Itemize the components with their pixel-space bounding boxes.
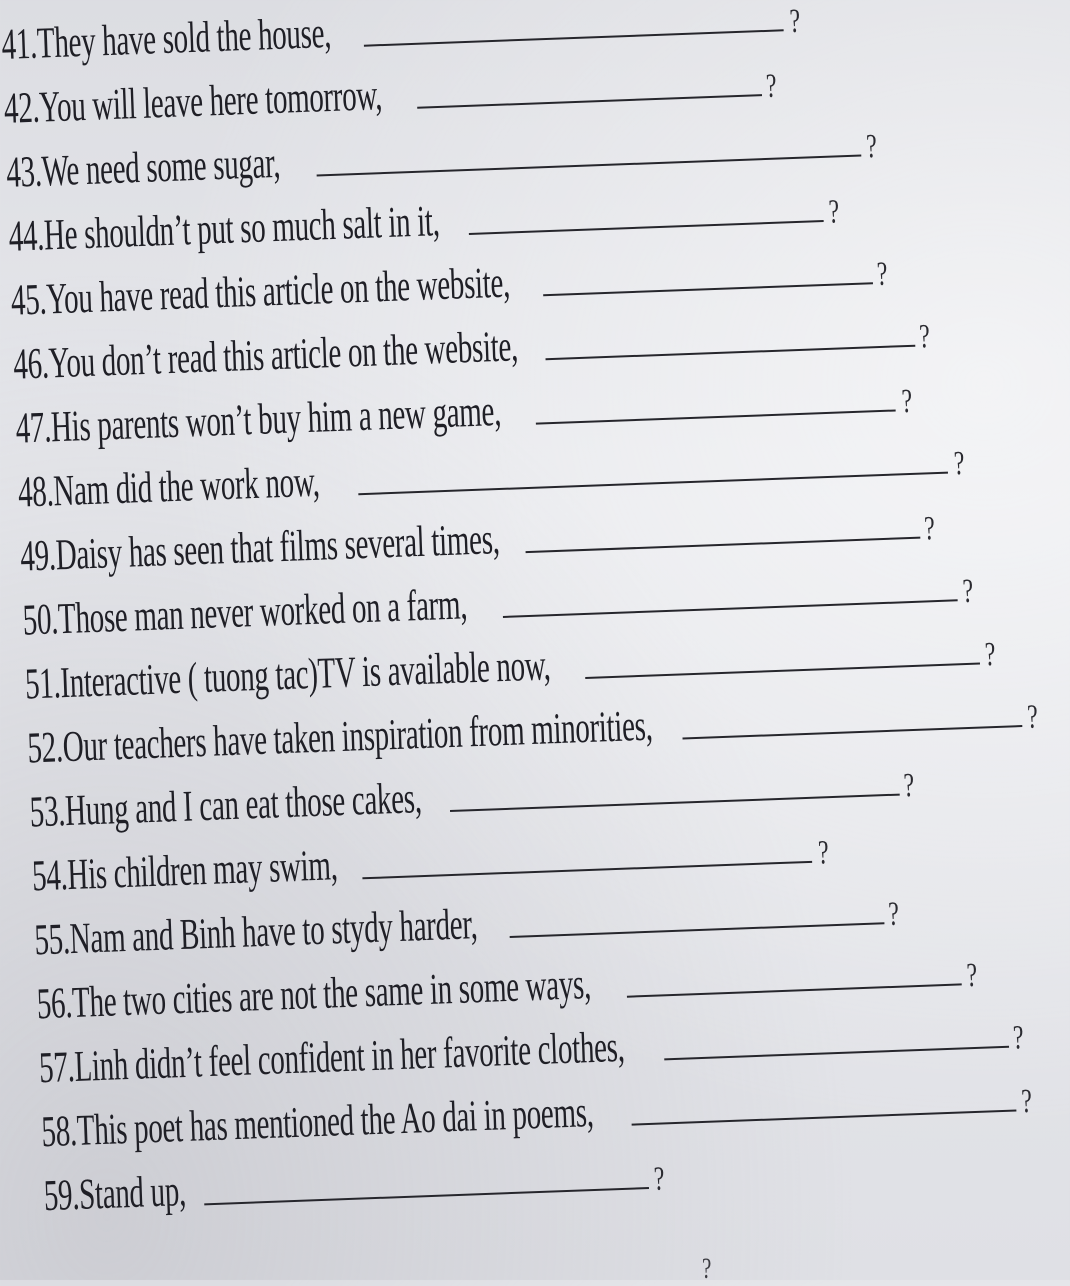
question-text: 54.His children may swim, [31,840,339,901]
question-mark-53: ? [902,767,915,805]
question-mark-59: ? [653,1160,666,1198]
question-text: 55.Nam and Binh have to stydy harder, [33,899,479,965]
question-text: 42.You will leave here tomorrow, [3,70,383,133]
question-mark-44: ? [827,193,840,231]
question-mark-52: ? [1026,698,1039,736]
question-text: 43.We need some sugar, [5,137,281,197]
question-text: 57.Linh didn’t feel confident in her favorite clothes, [38,1021,626,1093]
question-mark-41: ? [788,2,801,41]
question-mark-55: ? [887,895,900,934]
question-text: 52.Our teachers have taken inspiration from minorities, [26,700,654,773]
question-mark-58: ? [1020,1082,1033,1121]
question-mark-51: ? [984,635,997,674]
question-text: 51.Interactive ( tuong tac)TV is available now, [24,640,552,709]
question-mark-43: ? [865,127,878,166]
question-mark-45: ? [876,255,889,294]
question-text: 49.Daisy has seen that films several times, [19,514,501,581]
question-mark-54: ? [817,834,830,872]
question-mark-49: ? [923,510,936,548]
question-mark-48: ? [953,444,966,483]
question-mark-50: ? [961,572,974,611]
question-text: 44.He shouldn’t put so much salt in it, [7,196,441,261]
question-mark-46: ? [918,318,931,356]
question-text: 41.They have sold the house, [0,7,332,69]
question-mark-47: ? [900,382,913,421]
question-text: 56.The two cities are not the same in some ways, [35,959,592,1029]
question-text: 58.This poet has mentioned the Ao dai in poems, [40,1087,595,1157]
question-text: 59.Stand up, [42,1166,187,1221]
question-59 [43,1151,260,1221]
question-text: 53.Hung and I can eat those cakes, [28,773,423,837]
question-mark-57: ? [1012,1019,1025,1057]
question-text: 50.Those man never worked on a farm, [21,579,468,645]
question-mark-42: ? [765,67,778,105]
question-text: 46.You don’t read this article on the website, [12,321,519,389]
trailing-question-mark: ? [701,1252,712,1285]
question-mark-56: ? [965,956,978,995]
question-text: 48.Nam did the work now, [17,456,321,517]
question-text: 45.You have read this article on the website, [10,257,511,325]
question-text: 47.His parents won’t buy him a new game, [14,385,502,453]
answer-blank-59[interactable] [204,1187,649,1205]
